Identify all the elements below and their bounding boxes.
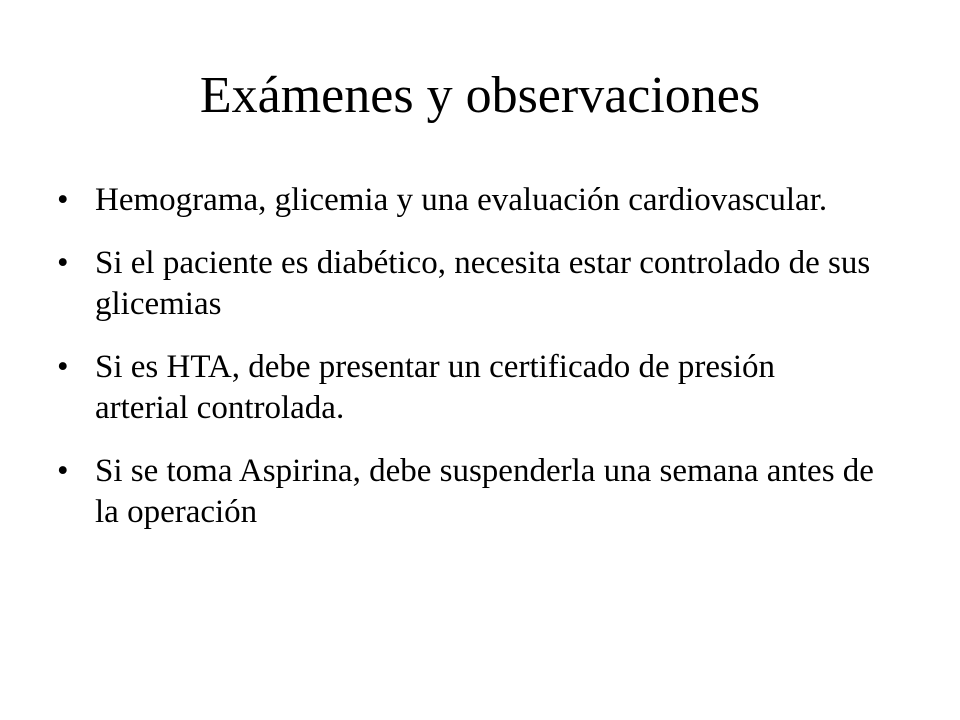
- list-item: [55, 451, 875, 533]
- bullet-text: Si se toma Aspirina, debe suspenderla una semana antes de la operación: [95, 453, 874, 530]
- bullet-text: Hemograma, glicemia y una evaluación cardiovascular.: [95, 182, 828, 218]
- list-item: [55, 180, 875, 221]
- bullet-icon: •: [57, 182, 69, 218]
- list-item: [55, 347, 875, 429]
- bullet-text: Si es HTA, debe presentar un certificado de presión arterial controlada.: [95, 349, 776, 426]
- bullet-icon: •: [57, 245, 69, 281]
- slide-title: Exámenes y observaciones: [199, 67, 761, 124]
- bullet-list: [55, 180, 875, 555]
- bullet-icon: •: [57, 349, 69, 385]
- bullet-icon: •: [57, 453, 69, 489]
- list-item: [55, 243, 875, 325]
- bullet-text: Si el paciente es diabético, necesita estar controlado de sus glicemias: [95, 245, 871, 322]
